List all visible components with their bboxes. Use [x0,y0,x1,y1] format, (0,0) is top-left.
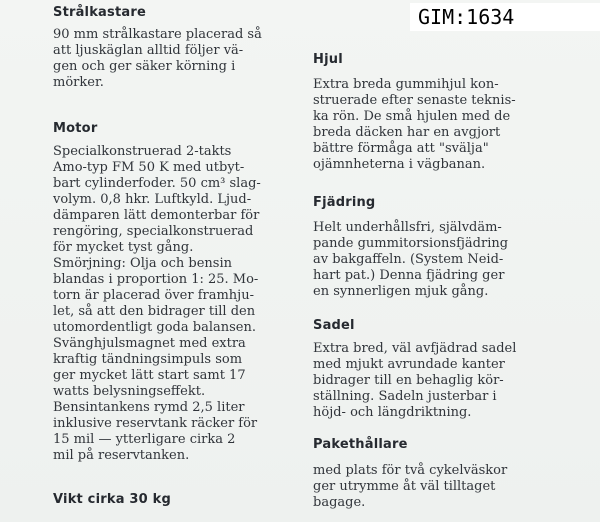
text-line: pande gummitorsionsfjädring [313,236,509,251]
text-line: Extra breda gummihjul kon- [313,77,499,92]
text-line: volym. 0,8 hkr. Luftkyld. Ljud- [53,192,252,207]
section-heading-motor: Motor [53,121,98,136]
text-line: blandas i proportion 1: 25. Mo- [53,272,259,287]
text-line: Smörjning: Olja och bensin [53,256,232,271]
text-line: inklusive reservtank räcker för [53,416,258,431]
section-body-stralkastare [53,27,262,91]
text-line: Bensintankens rymd 2,5 liter [53,400,245,415]
text-line: utomordentligt goda balansen. [53,320,256,335]
text-line: höjd- och längdriktning. [313,405,472,420]
text-line: kraftig tändningsimpuls som [53,352,243,367]
text-line: hart pat.) Denna fjädring ger [313,268,505,283]
text-line: ka rön. De små hjulen med de [313,109,511,124]
text-line: med mjukt avrundade kanter [313,357,505,372]
catalog-id-label: GIM:1634 [410,3,600,31]
weight-heading: Vikt cirka 30 kg [53,492,171,507]
text-line: struerade efter senaste teknis- [313,93,516,108]
text-line: bidrager till en behaglig kör- [313,373,504,388]
text-line: 15 mil — ytterligare cirka 2 [53,432,236,447]
text-line: Svänghjulsmagnet med extra [53,336,246,351]
text-line: Extra bred, väl avfjädrad sadel [313,341,517,356]
text-line: 90 mm strålkastare placerad så [53,27,262,42]
text-line: Helt underhållsfri, självdäm- [313,220,502,235]
section-body-pakethallare [313,463,507,511]
text-line: ger utrymme åt väl tilltaget [313,479,496,494]
section-heading-fjadring: Fjädring [313,195,376,210]
section-body-hjul [313,77,516,173]
text-line: breda däcken har en avgjort [313,125,501,140]
text-line: Amo-typ FM 50 K med utbyt- [53,160,245,175]
section-body-fjadring [313,220,508,300]
text-line: bagage. [313,495,366,510]
section-heading-pakethallare: Pakethållare [313,437,408,452]
section-heading-sadel: Sadel [313,318,355,333]
text-line: dämparen lätt demonterbar för [53,208,260,223]
text-line: med plats för två cykelväskor [313,463,508,478]
text-line: torn är placerad över framhju- [53,288,254,303]
text-line: let, så att den bidrager till den [53,304,256,319]
text-line: bart cylinderfoder. 50 cm³ slag- [53,176,261,191]
text-line: att ljuskäglan alltid följer vä- [53,43,244,58]
text-line: ställning. Sadeln justerbar i [313,389,497,404]
text-line: Specialkonstruerad 2-takts [53,144,232,159]
text-line: watts belysningseffekt. [53,384,206,399]
section-heading-hjul: Hjul [313,52,343,67]
text-line: en synnerligen mjuk gång. [313,284,489,299]
section-heading-stralkastare: Strålkastare [53,5,146,20]
text-line: mil på reservtanken. [53,448,190,463]
text-line: ojämnheterna i vägbanan. [313,157,486,172]
text-line: bättre förmåga att "svälja" [313,141,489,156]
text-line: mörker. [53,75,104,90]
text-line: för mycket tyst gång. [53,240,194,255]
section-body-sadel [313,341,516,421]
section-body-motor [53,144,261,464]
text-line: av bakgaffeln. (System Neid- [313,252,504,267]
text-line: gen och ger säker körning i [53,59,236,74]
text-line: rengöring, specialkonstruerad [53,224,254,239]
text-line: ger mycket lätt start samt 17 [53,368,246,383]
